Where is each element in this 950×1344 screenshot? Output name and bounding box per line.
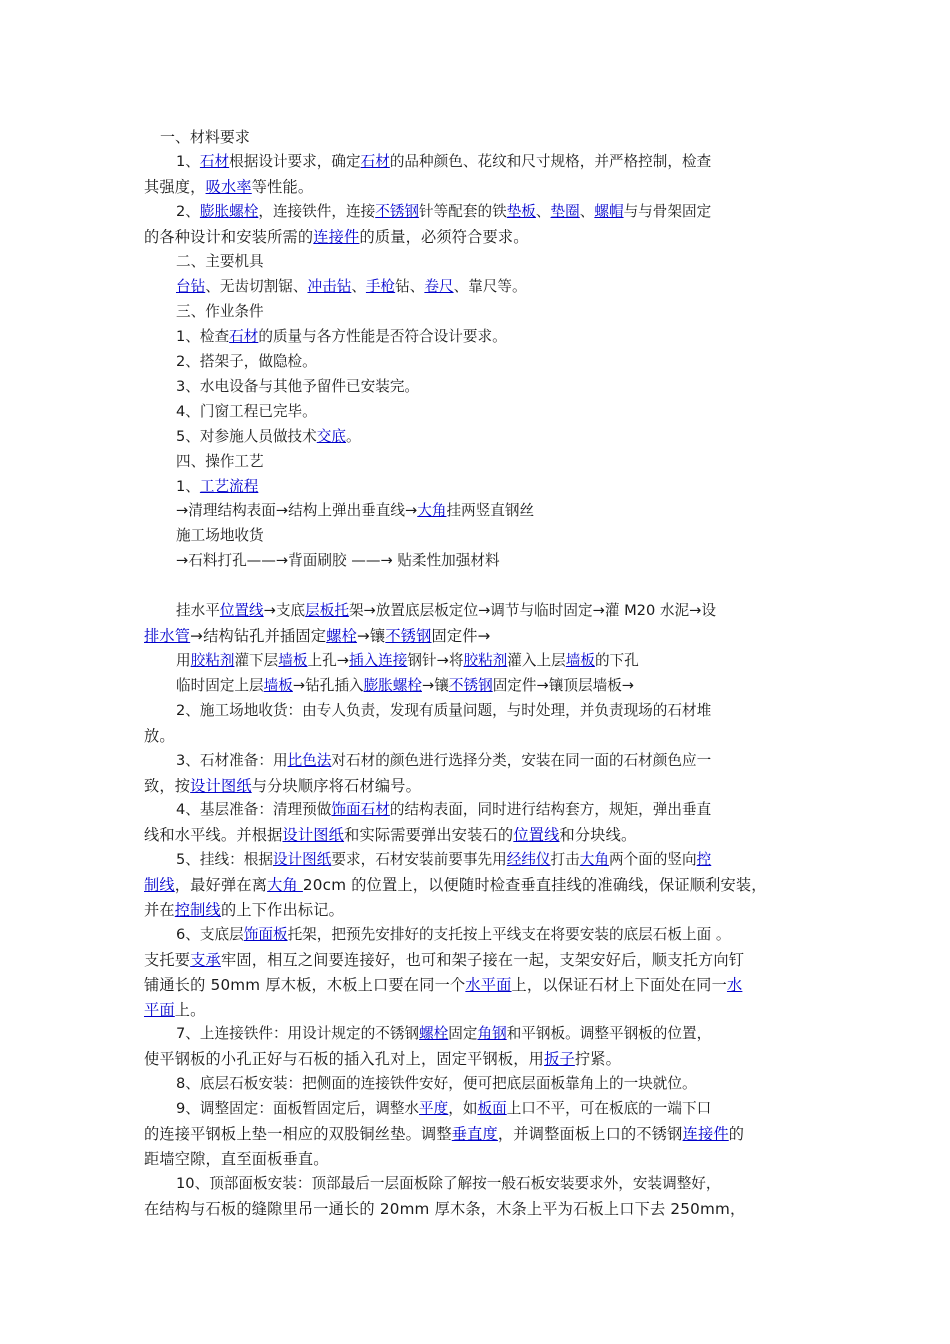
text-run: 一、材料要求 — [160, 128, 250, 146]
text-line — [176, 302, 846, 322]
hyperlink[interactable]: 垂直度 — [451, 1125, 498, 1143]
text-run: 钢针→将 — [407, 652, 464, 669]
hyperlink[interactable]: 吸水率 — [205, 178, 252, 196]
text-run: 9、调整固定：面板暂固定后，调整水 — [176, 1100, 420, 1117]
hyperlink[interactable]: 台钻 — [176, 278, 206, 295]
text-run: ，连接铁件，连接 — [258, 203, 376, 220]
hyperlink[interactable]: 墙板 — [565, 652, 595, 669]
text-line — [176, 526, 846, 546]
text-run: 8、底层石板安装：把侧面的连接铁件安好，便可把底层面板靠角上的一块就位。 — [176, 1075, 697, 1092]
text-run: 的下孔 — [594, 652, 639, 669]
text-run: →镶 — [356, 627, 386, 645]
text-line — [144, 1149, 814, 1169]
text-line — [176, 1024, 846, 1044]
text-line — [176, 850, 846, 870]
hyperlink[interactable]: 设计图纸 — [282, 826, 345, 844]
text-run: 距墙空隙，直至面板垂直。 — [144, 1150, 329, 1168]
text-line — [176, 477, 846, 497]
text-run: 三、作业条件 — [176, 303, 264, 320]
text-run: 支托要 — [144, 951, 191, 969]
hyperlink[interactable]: 支承 — [190, 951, 221, 969]
hyperlink[interactable]: 螺栓 — [419, 1025, 449, 1042]
text-run: ，如 — [448, 1100, 478, 1117]
hyperlink[interactable]: 螺栓 — [326, 627, 357, 645]
text-run: →清理结构表面→结构上弹出垂直线→ — [176, 502, 418, 519]
hyperlink[interactable]: 排水管 — [144, 627, 191, 645]
text-run: 3、石材准备：用 — [176, 752, 288, 769]
text-run: 7、上连接铁件：用设计规定的不锈钢 — [176, 1025, 420, 1042]
text-run: 与分块顺序将石材编号。 — [251, 777, 421, 795]
text-run: ，最好弹在离 — [174, 876, 268, 894]
text-line — [176, 551, 846, 571]
text-run: 使平钢板的小孔正好与石板的插入孔对上，固定平钢板，用 — [144, 1050, 545, 1068]
text-line — [176, 202, 846, 222]
text-line — [176, 377, 846, 397]
hyperlink[interactable]: 垫板 — [506, 203, 536, 220]
text-line — [144, 776, 814, 796]
text-run: 拧紧。 — [574, 1050, 622, 1068]
hyperlink[interactable]: 石材 — [229, 328, 259, 345]
text-run: 的质量与各方性能是否符合设计要求。 — [258, 328, 507, 345]
text-line — [176, 925, 846, 945]
text-line — [176, 152, 846, 172]
text-run: 与与骨架固定 — [623, 203, 712, 220]
text-run: 固定件→ — [431, 627, 491, 645]
text-run: 灌入上层 — [507, 652, 566, 669]
text-run: 2、施工场地收货：由专人负责，发现有质量问题，与时处理，并负责现场的石材堆 — [176, 702, 712, 719]
text-run: 上孔→ — [307, 652, 349, 669]
text-run: →石料打孔——→背面刷胶 ——→ 贴柔性加强材料 — [176, 552, 500, 569]
text-run: 的各种设计和安装所需的 — [144, 228, 314, 246]
hyperlink[interactable]: 设计图纸 — [190, 777, 252, 795]
text-run: 1、 — [176, 153, 200, 170]
hyperlink[interactable]: 设计图纸 — [272, 851, 332, 868]
text-line — [144, 227, 814, 247]
text-run: 上，以保证石材上下面处在同一 — [511, 976, 727, 994]
text-line — [160, 127, 830, 147]
text-run: 4、门窗工程已完毕。 — [176, 403, 317, 420]
text-run: 、靠尺等。 — [453, 278, 527, 295]
text-run: 上口不平，可在板底的一端下口 — [506, 1100, 712, 1117]
text-run: 铺通长的 50mm 厚木板，木板上口要在同一个 — [144, 976, 466, 994]
text-run: 10、顶部面板安装：顶部最后一层面板除了解按一般石板安装要求外，安装调整好， — [176, 1175, 721, 1192]
hyperlink[interactable]: 平面 — [144, 1001, 175, 1019]
text-run: 上。 — [174, 1001, 206, 1019]
text-line — [176, 402, 846, 422]
text-run: 和实际需要弹出安装石的 — [344, 826, 514, 844]
hyperlink[interactable]: 比色法 — [287, 752, 332, 769]
text-run: 5、挂线：根据 — [176, 851, 273, 868]
text-run: 线和水平线。并根据 — [144, 826, 283, 844]
text-run: 。 — [346, 428, 361, 445]
hyperlink[interactable]: 螺帽 — [594, 203, 624, 220]
text-line — [144, 1124, 814, 1144]
text-run: 6、支底层 — [176, 926, 244, 943]
text-line — [176, 751, 846, 771]
hyperlink[interactable]: 胶粘剂 — [463, 652, 508, 669]
text-line — [144, 825, 814, 845]
hyperlink[interactable]: 位置线 — [513, 826, 560, 844]
text-run: 针等配套的铁 — [419, 203, 507, 220]
text-run: 、 — [351, 278, 366, 295]
text-line — [176, 452, 846, 472]
hyperlink[interactable]: 扳子 — [544, 1050, 575, 1068]
hyperlink[interactable]: 控制线 — [174, 901, 221, 919]
text-run: 挂水平 — [176, 602, 220, 619]
text-line — [144, 726, 814, 746]
hyperlink[interactable]: 大角 — [417, 502, 447, 519]
text-run: →镶 — [422, 677, 449, 694]
text-line — [144, 177, 814, 197]
text-run: 要求，石材安装前要事先用 — [331, 851, 507, 868]
text-run: →支底 — [263, 602, 306, 619]
hyperlink[interactable]: 胶粘剂 — [190, 652, 235, 669]
text-line — [176, 501, 846, 521]
text-line — [176, 1174, 846, 1194]
text-line — [176, 327, 846, 347]
text-line — [144, 1049, 814, 1069]
text-run: 固定件→镶顶层墙板→ — [492, 677, 635, 694]
text-line — [144, 1000, 814, 1020]
hyperlink[interactable]: 卷尺 — [424, 278, 454, 295]
text-run: 钻、 — [395, 278, 425, 295]
hyperlink[interactable]: 板面 — [477, 1100, 507, 1117]
text-run: 等性能。 — [251, 178, 314, 196]
hyperlink[interactable]: 水平面 — [465, 976, 512, 994]
hyperlink[interactable]: 大角 — [267, 876, 303, 894]
text-run: 施工场地收货 — [176, 527, 264, 544]
hyperlink[interactable]: 连接件 — [313, 228, 360, 246]
hyperlink[interactable]: 角钢 — [477, 1025, 507, 1042]
hyperlink[interactable]: 平度 — [419, 1100, 449, 1117]
text-run: →结构钻孔并插固定 — [190, 627, 327, 645]
hyperlink[interactable]: 石材 — [360, 153, 390, 170]
text-run: 固定 — [448, 1025, 478, 1042]
text-run: 2、 — [176, 203, 200, 220]
hyperlink[interactable]: 交底 — [316, 428, 346, 445]
text-line — [144, 975, 814, 995]
text-line — [176, 651, 846, 671]
text-run: 两个面的竖向 — [608, 851, 697, 868]
hyperlink[interactable]: 垫圈 — [550, 203, 580, 220]
text-run: 其强度， — [144, 178, 206, 196]
text-line — [144, 900, 814, 920]
hyperlink[interactable]: 插入连接 — [348, 652, 408, 669]
text-run: 并在 — [144, 901, 175, 919]
text-line — [176, 1099, 846, 1119]
hyperlink[interactable]: 手枪 — [365, 278, 396, 295]
text-run: 的连接平钢板上垫一相应的双股铜丝垫。调整 — [144, 1125, 452, 1143]
text-run: ，并调整面板上口的不锈钢 — [497, 1125, 683, 1143]
text-line — [144, 1199, 814, 1219]
text-run: 打击 — [550, 851, 580, 868]
hyperlink[interactable]: 连接件 — [682, 1125, 729, 1143]
text-run: 挂两竖直钢丝 — [446, 502, 535, 519]
text-line — [176, 252, 846, 272]
text-line — [176, 427, 846, 447]
text-run: 和平钢板。调整平钢板的位置， — [506, 1025, 712, 1042]
text-run: 灌下层 — [234, 652, 279, 669]
text-run: 用 — [176, 652, 191, 669]
text-run: 临时固定上层 — [176, 677, 264, 694]
text-line — [176, 1074, 846, 1094]
text-run: 架→放置底层板定位→调节与临时固定→灌 M20 水泥→设 — [348, 602, 716, 619]
hyperlink[interactable]: 大角 — [579, 851, 609, 868]
text-run: 的品种颜色、花纹和尺寸规格，并严格控制，检查 — [389, 153, 712, 170]
text-line — [144, 626, 814, 646]
hyperlink[interactable]: 控 — [696, 851, 712, 868]
text-run: 和分块线。 — [559, 826, 637, 844]
text-run: 对石材的颜色进行选择分类，安装在同一面的石材颜色应一 — [331, 752, 712, 769]
hyperlink[interactable]: 经纬仪 — [506, 851, 551, 868]
text-run: 、 — [535, 203, 551, 220]
hyperlink[interactable]: 工艺流程 — [199, 478, 259, 495]
hyperlink[interactable]: 石材 — [199, 153, 230, 170]
text-line — [176, 800, 846, 820]
hyperlink[interactable]: 饰面石材 — [331, 801, 390, 818]
text-run: 的质量，必须符合要求。 — [359, 228, 529, 246]
text-line — [176, 601, 846, 621]
hyperlink[interactable]: 膨胀螺栓 — [199, 203, 259, 220]
text-run: 、 — [579, 203, 595, 220]
text-run: 放。 — [144, 727, 175, 745]
text-run: 2、搭架子，做隐检。 — [176, 353, 317, 370]
text-run: 1、 — [176, 478, 200, 495]
hyperlink[interactable]: 制线 — [144, 876, 175, 894]
text-run: 托架，把预先安排好的支托按上平线支在将要安装的底层石板上面 。 — [287, 926, 731, 943]
text-run: 二、主要机具 — [176, 253, 264, 270]
text-run: 20cm 的位置上，以便随时检查垂直挂线的准确线，保证顺利安装， — [302, 876, 767, 894]
hyperlink[interactable]: 膨胀螺栓 — [363, 677, 422, 694]
hyperlink[interactable]: 位置线 — [219, 602, 264, 619]
text-run: 4、基层准备：清理预做 — [176, 801, 332, 818]
hyperlink[interactable]: 墙板 — [263, 677, 293, 694]
hyperlink[interactable]: 水 — [726, 976, 743, 994]
text-run: 、无齿切割锯、 — [205, 278, 308, 295]
hyperlink[interactable]: 不锈钢 — [375, 203, 420, 220]
text-run: 的 — [728, 1125, 745, 1143]
text-run: 的上下作出标记。 — [220, 901, 345, 919]
hyperlink[interactable]: 冲击钻 — [307, 278, 352, 295]
text-run: 5、对参施人员做技术 — [176, 428, 317, 445]
hyperlink[interactable]: 墙板 — [278, 652, 308, 669]
text-run: 牢固，相互之间要连接好，也可和架子接在一起，支架安好后，顺支托方向钉 — [220, 951, 745, 969]
text-line — [176, 277, 846, 297]
text-line — [176, 676, 846, 696]
hyperlink[interactable]: 饰面板 — [243, 926, 288, 943]
text-run: 在结构与石板的缝隙里吊一通长的 20mm 厚木条，木条上平为石板上口下去 250mm， — [144, 1200, 746, 1218]
text-run: 根据设计要求，确定 — [229, 153, 361, 170]
text-run: 3、水电设备与其他予留件已安装完。 — [176, 378, 420, 395]
text-run: 致，按 — [144, 777, 191, 795]
text-line — [176, 701, 846, 721]
text-run: 四、操作工艺 — [176, 453, 264, 470]
text-run: →钻孔插入 — [292, 677, 364, 694]
text-line — [144, 875, 814, 895]
text-run: 的结构表面，同时进行结构套方，规矩，弹出垂直 — [389, 801, 712, 818]
text-line — [144, 950, 814, 970]
hyperlink[interactable]: 不锈钢 — [448, 677, 493, 694]
hyperlink[interactable]: 层板托 — [305, 602, 349, 619]
hyperlink[interactable]: 不锈钢 — [385, 627, 432, 645]
text-run: 1、检查 — [176, 328, 230, 345]
text-line — [176, 352, 846, 372]
